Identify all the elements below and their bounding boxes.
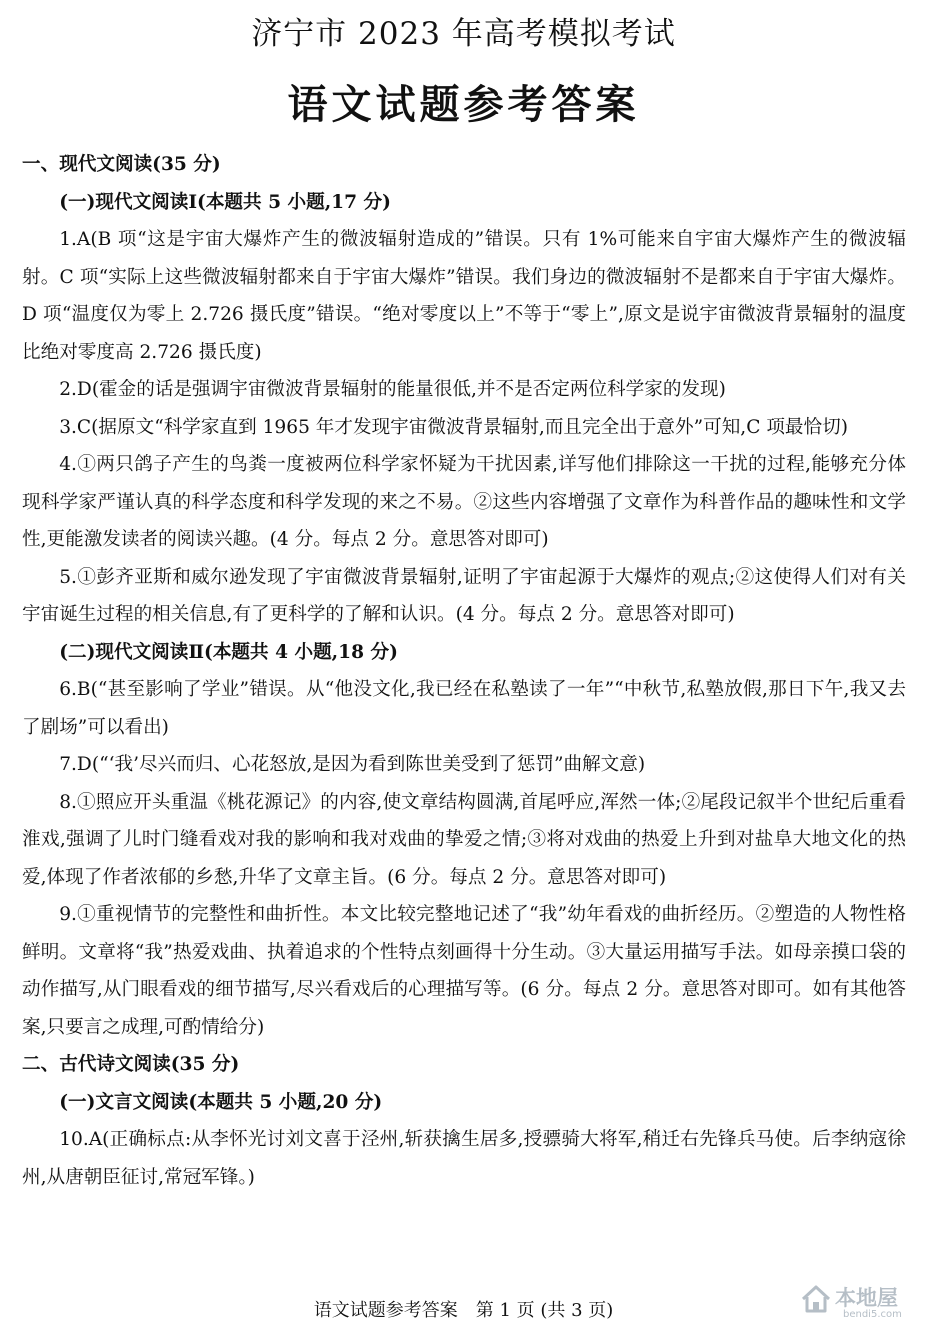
subsection-heading: (一)现代文阅读Ⅰ(本题共 5 小题,17 分) xyxy=(59,191,391,213)
answer-item: 5.①彭齐亚斯和威尔逊发现了宇宙微波背景辐射,证明了宇宙起源于大爆炸的观点;②这使得人们对有关宇宙诞生过程的相关信息,有了更科学的了解和认识。(4 分。每点 2 分。意思答对即可) xyxy=(22,566,906,625)
section-heading: 二、古代诗文阅读(35 分) xyxy=(22,1054,240,1075)
answer-item: 9.①重视情节的完整性和曲折性。本文比较完整地记述了“我”幼年看戏的曲折经历。②塑造的人物性格鲜明。文章将“我”热爱戏曲、执着追求的个性特点刻画得十分生动。③大量运用描写手法。如母亲摸口袋的动作描写,从门眼看戏的细节描写,尽兴看戏后的心理描写等。(6 分。每点 2 分。意思答对即可。如有其他答案,只要言之成理,可酌情给分) xyxy=(22,904,906,1038)
page-footer: 语文试题参考答案 第 1 页 (共 3 页) xyxy=(313,1300,614,1321)
subsection-heading: (二)现代文阅读Ⅱ(本题共 4 小题,18 分) xyxy=(59,641,398,663)
answer-item: 3.C(据原文“科学家直到 1965 年才发现宇宙微波背景辐射,而且完全出于意外”可知,C 项最恰切) xyxy=(59,416,848,438)
answer-content xyxy=(22,146,906,1196)
answer-item: 10.A(正确标点:从李怀光讨刘文喜于泾州,斩获擒生居多,授骠骑大将军,稍迁右先锋兵马使。后李纳寇徐州,从唐朝臣征讨,常冠军锋。) xyxy=(22,1129,906,1188)
subsection-heading: (一)文言文阅读(本题共 5 小题,20 分) xyxy=(59,1091,383,1113)
answer-item: 4.①两只鸽子产生的鸟粪一度被两位科学家怀疑为干扰因素,详写他们排除这一干扰的过程,能够充分体现科学家严谨认真的科学态度和科学发现的来之不易。②这些内容增强了文章作为科普作品的趣味性和文学性,更能激发读者的阅读兴趣。(4 分。每点 2 分。意思答对即可) xyxy=(22,454,906,550)
watermark-url: bendi5.com xyxy=(843,1309,902,1320)
answer-item: 7.D(“‘我’尽兴而归、心花怒放,是因为看到陈世美受到了惩罚”曲解文意) xyxy=(59,754,646,775)
answer-item: 8.①照应开头重温《桃花源记》的内容,使文章结构圆满,首尾呼应,浑然一体;②尾段记叙半个世纪后重看淮戏,强调了儿时门缝看戏对我的影响和我对戏曲的挚爱之情;③将对戏曲的热爱上升到对盐阜大地文化的热爱,体现了作者浓郁的乡愁,升华了文章主旨。(6 分。每点 2 分。意思答对即可) xyxy=(22,791,906,888)
answer-item: 6.B(“甚至影响了学业”错误。从“他没文化,我已经在私塾读了一年”“中秋节,私塾放假,那日下午,我又去了剧场”可以看出) xyxy=(22,679,906,738)
watermark-name: 本地屋 xyxy=(835,1286,898,1310)
section-heading: 一、现代文阅读(35 分) xyxy=(22,154,221,175)
document-title: 语文试题参考答案 xyxy=(287,81,640,128)
answer-item: 1.A(B 项“这是宇宙大爆炸产生的微波辐射造成的”错误。只有 1%可能来自宇宙大爆炸产生的微波辐射。C 项“实际上这些微波辐射都来自于宇宙大爆炸”错误。我们身边的微波辐射不是都来自于宇宙大爆炸。D 项“温度仅为零上 2.726 摄氏度”错误。“绝对零度以上”不等于“零上”,原文是说宇宙微波背景辐射的温度比绝对零度高 2.726 摄氏度) xyxy=(22,229,906,363)
watermark-logo xyxy=(799,1276,909,1332)
answer-item: 2.D(霍金的话是强调宇宙微波背景辐射的能量很低,并不是否定两位科学家的发现) xyxy=(59,379,726,400)
exam-title: 济宁市 2023 年高考模拟考试 xyxy=(251,16,676,52)
house-icon xyxy=(799,1282,833,1316)
